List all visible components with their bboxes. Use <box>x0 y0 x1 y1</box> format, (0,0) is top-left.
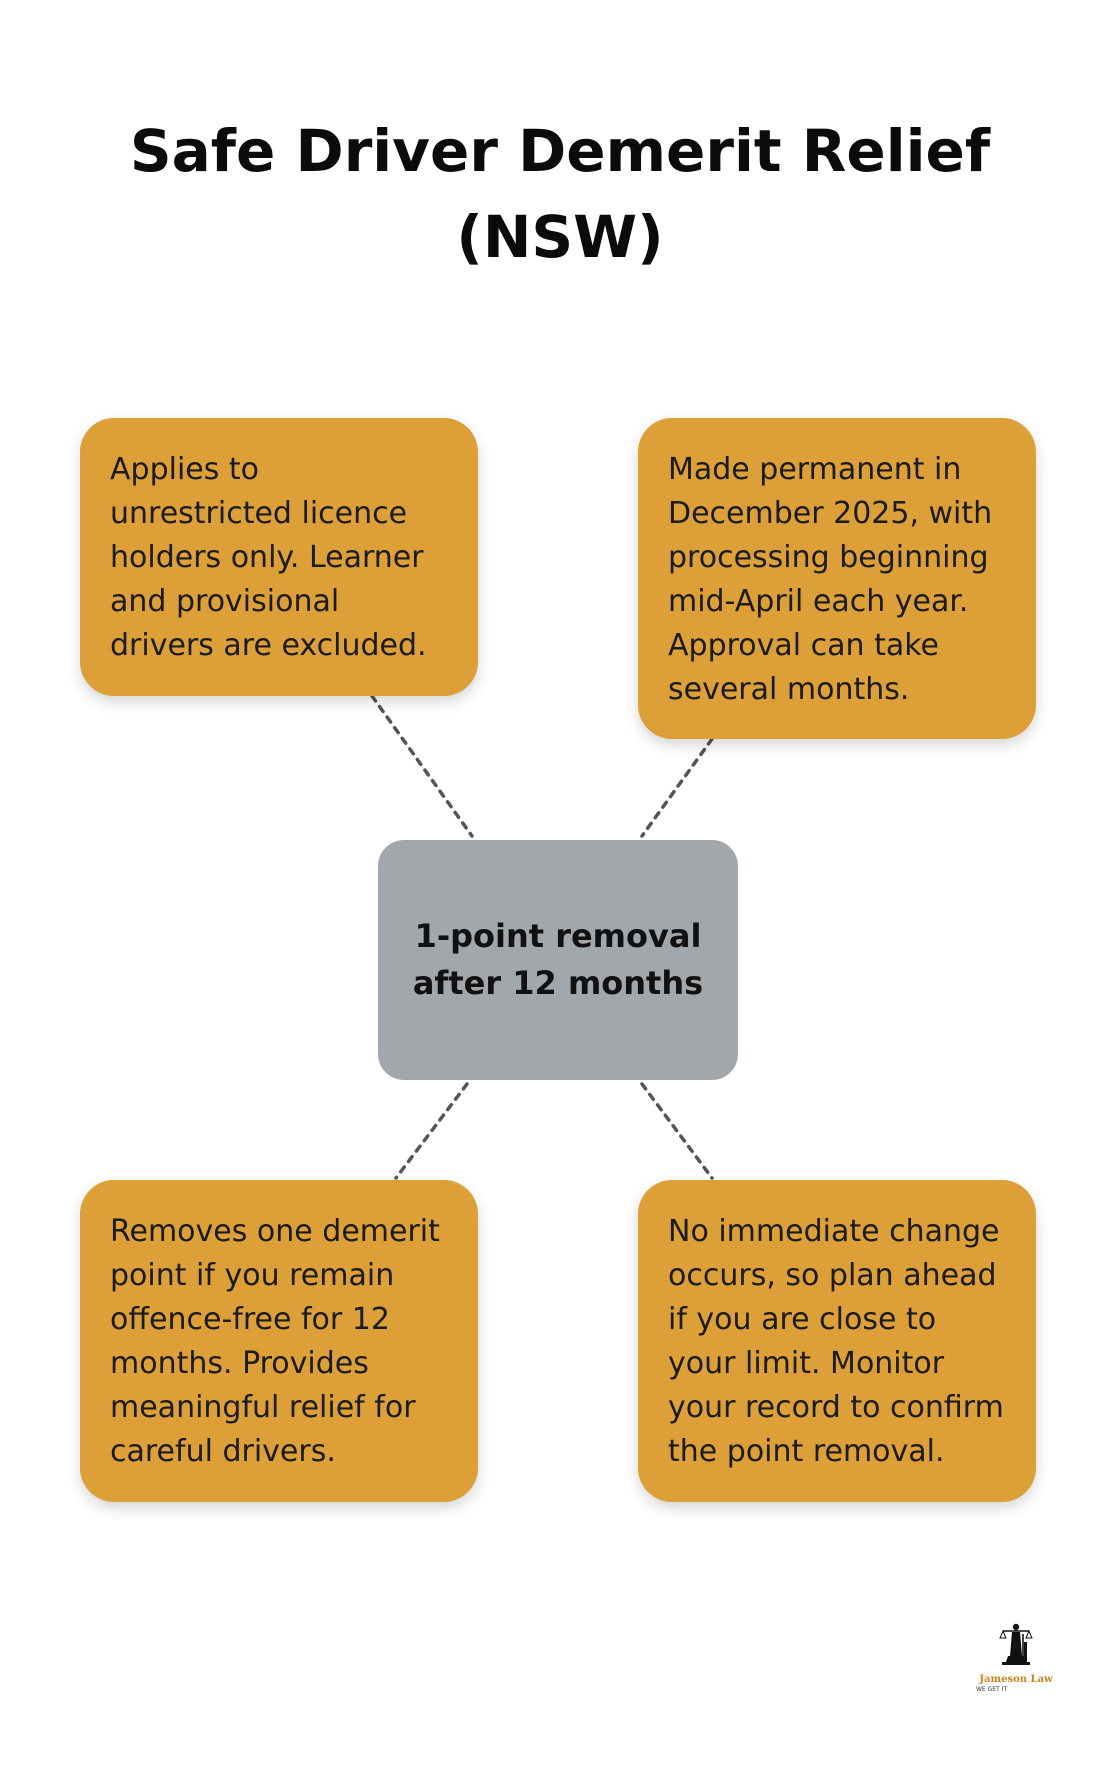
title-line-2: (NSW) <box>456 203 664 271</box>
node-top-left-text: Applies to unrestricted licence holders only. Learner and provisional drivers are excluded. <box>110 452 427 663</box>
node-bottom-left <box>80 1180 478 1502</box>
brand-logo <box>966 1620 1066 1700</box>
node-top-right-text: Made permanent in December 2025, with processing beginning mid-April each year. Approval can take several months. <box>668 452 993 707</box>
node-top-right <box>638 418 1036 739</box>
node-top-left <box>80 418 478 696</box>
connector-top-right <box>642 739 712 836</box>
logo-name: Jameson Law <box>979 1674 1053 1685</box>
logo-tagline: WE GET IT <box>976 1686 1008 1693</box>
node-bottom-left-text: Removes one demerit point if you remain offence-free for 12 months. Provides meaningful relief for careful drivers. <box>110 1214 440 1469</box>
center-node-text: 1-point removal after 12 months <box>412 917 704 1002</box>
connector-bottom-left <box>396 1084 467 1178</box>
node-bottom-right-text: No immediate change occurs, so plan ahead if you are close to your limit. Monitor your record to confirm the point removal. <box>668 1214 1004 1469</box>
center-node <box>378 840 738 1080</box>
title-line-1: Safe Driver Demerit Relief <box>129 117 991 185</box>
connector-bottom-right <box>642 1084 712 1178</box>
lady-justice-icon <box>996 1620 1036 1672</box>
node-bottom-right <box>638 1180 1036 1502</box>
connector-top-left <box>372 696 472 836</box>
